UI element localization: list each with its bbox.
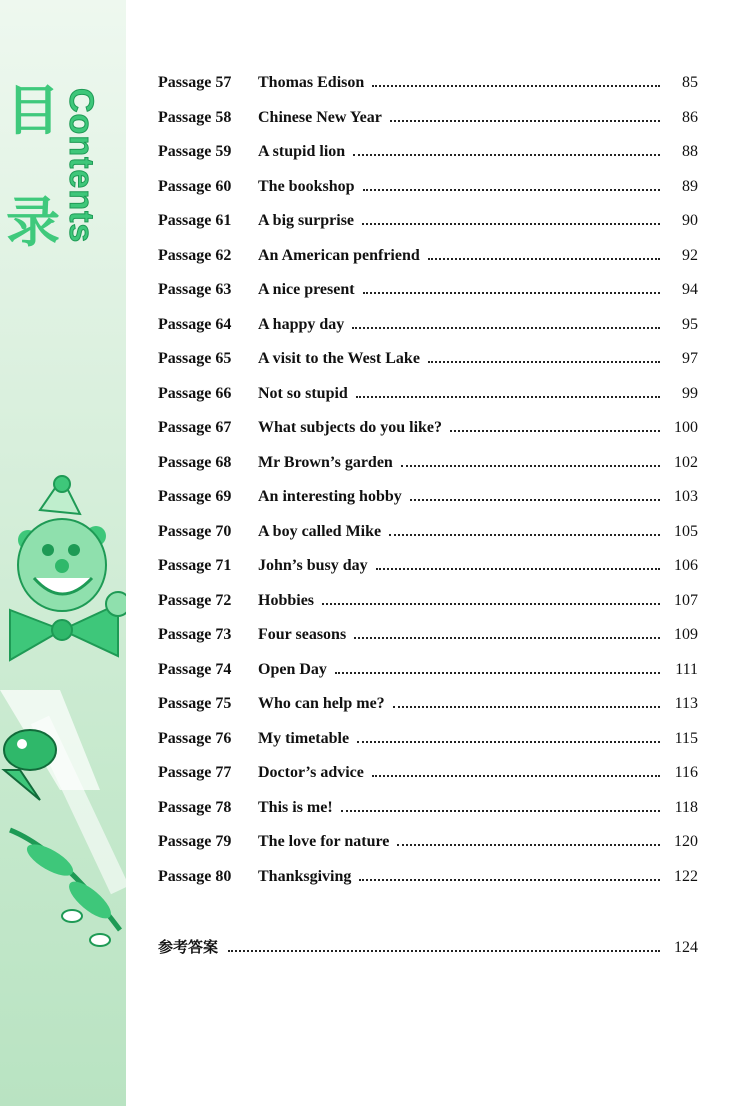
answers-entry[interactable] [158, 936, 698, 957]
dot-leader [228, 950, 660, 952]
page-number: 100 [674, 419, 698, 436]
passage-title: A big surprise [258, 212, 355, 229]
page-number: 122 [674, 867, 698, 885]
passage-title: Mr Brown’s garden [258, 453, 393, 471]
passage-title: An interesting hobby [258, 488, 402, 505]
passage-title: A boy called Mike [258, 522, 382, 540]
page-number: 124 [674, 939, 698, 956]
page-number: 118 [674, 798, 698, 816]
passage-number: Passage 65 [158, 350, 232, 367]
dot-leader [450, 430, 660, 432]
passage-number: Passage 80 [158, 867, 232, 885]
passage-title: An American penfriend [258, 246, 420, 264]
passage-title: Chinese New Year [258, 108, 382, 126]
passage-title: The love for nature [258, 833, 390, 850]
dot-leader [428, 361, 660, 363]
passage-title: What subjects do you like? [258, 419, 443, 436]
dot-leader [357, 741, 660, 743]
passage-number: Passage 68 [158, 453, 232, 471]
toc-entry[interactable] [158, 488, 698, 523]
toc-entry[interactable] [158, 454, 698, 489]
passage-title: Not so stupid [258, 384, 348, 402]
passage-title: My timetable [258, 729, 350, 747]
passage-title: A nice present [258, 281, 355, 298]
page-number: 105 [674, 522, 698, 540]
dot-leader [341, 810, 660, 812]
passage-title: This is me! [258, 798, 333, 816]
toc-entry[interactable] [158, 74, 698, 109]
passage-number: Passage 63 [158, 281, 232, 298]
passage-number: Passage 74 [158, 660, 232, 678]
passage-number: Passage 64 [158, 315, 232, 333]
sidebar [0, 0, 126, 1106]
toc-entry[interactable] [158, 316, 698, 351]
passage-number: Passage 78 [158, 798, 232, 816]
passage-title: Thanksgiving [258, 867, 352, 885]
page-number: 86 [682, 108, 698, 126]
passage-number: Passage 67 [158, 419, 232, 436]
toc-entry[interactable] [158, 799, 698, 834]
passage-number: Passage 70 [158, 522, 232, 540]
passage-number: Passage 69 [158, 488, 232, 505]
page-number: 92 [682, 246, 698, 264]
toc-entry[interactable] [158, 523, 698, 558]
dot-leader [397, 844, 660, 846]
passage-title: John’s busy day [258, 557, 368, 574]
toc-entry[interactable] [158, 385, 698, 420]
toc-entry[interactable] [158, 212, 698, 247]
page-number: 94 [682, 281, 698, 298]
toc-entry[interactable] [158, 695, 698, 730]
toc-entry[interactable] [158, 730, 698, 765]
page-number: 95 [682, 315, 698, 333]
passage-title: A stupid lion [258, 143, 346, 160]
dot-leader [359, 879, 660, 881]
dot-leader [363, 189, 661, 191]
passage-title: Doctor’s advice [258, 764, 364, 781]
passage-number: Passage 75 [158, 695, 232, 712]
page-number: 106 [674, 557, 698, 574]
dot-leader [393, 706, 660, 708]
title-cn-1: 目 [6, 79, 60, 142]
contents-list [158, 74, 698, 902]
toc-entry[interactable] [158, 764, 698, 799]
passage-title: Thomas Edison [258, 74, 365, 91]
toc-entry[interactable] [158, 557, 698, 592]
toc-entry[interactable] [158, 143, 698, 178]
dot-leader [389, 534, 660, 536]
toc-entry[interactable] [158, 247, 698, 282]
page-number: 97 [682, 350, 698, 367]
page-number: 109 [674, 626, 698, 643]
passage-number: Passage 58 [158, 108, 232, 126]
passage-number: Passage 61 [158, 212, 232, 229]
dot-leader [401, 465, 660, 467]
dot-leader [363, 292, 660, 294]
clown-illustration [0, 470, 126, 970]
toc-entry[interactable] [158, 626, 698, 661]
passage-title: Open Day [258, 660, 327, 678]
passage-number: Passage 60 [158, 177, 232, 195]
passage-title: A happy day [258, 315, 345, 333]
passage-number: Passage 66 [158, 384, 232, 402]
toc-entry[interactable] [158, 419, 698, 454]
dot-leader [352, 327, 660, 329]
page-number: 116 [674, 764, 698, 781]
page-number: 107 [674, 591, 698, 609]
page-number: 102 [674, 453, 698, 471]
page-number: 85 [682, 74, 698, 91]
toc-entry[interactable] [158, 592, 698, 627]
dot-leader [390, 120, 660, 122]
passage-title: A visit to the West Lake [258, 350, 420, 367]
toc-entry[interactable] [158, 868, 698, 903]
dot-leader [362, 223, 660, 225]
passage-number: Passage 59 [158, 143, 232, 160]
page-number: 103 [674, 488, 698, 505]
passage-title: Four seasons [258, 626, 347, 643]
toc-entry[interactable] [158, 350, 698, 385]
dot-leader [376, 568, 660, 570]
passage-title: Who can help me? [258, 695, 385, 712]
page-number: 90 [682, 212, 698, 229]
toc-entry[interactable] [158, 661, 698, 696]
passage-number: Passage 57 [158, 74, 232, 91]
page-number: 120 [674, 833, 698, 850]
answers-label: 参考答案 [158, 938, 219, 956]
toc-entry[interactable] [158, 833, 698, 868]
dot-leader [322, 603, 660, 605]
passage-number: Passage 72 [158, 591, 232, 609]
toc-entry[interactable] [158, 178, 698, 213]
dot-leader [428, 258, 660, 260]
dot-leader [354, 637, 660, 639]
page-number: 113 [674, 695, 698, 712]
passage-number: Passage 77 [158, 764, 232, 781]
dot-leader [353, 154, 660, 156]
toc-entry[interactable] [158, 281, 698, 316]
passage-title: The bookshop [258, 177, 355, 195]
passage-title: Hobbies [258, 591, 315, 609]
passage-number: Passage 76 [158, 729, 232, 747]
page-number: 115 [674, 729, 698, 747]
passage-number: Passage 71 [158, 557, 232, 574]
dot-leader [356, 396, 660, 398]
page-number: 88 [682, 143, 698, 160]
dot-leader [372, 85, 660, 87]
page-number: 99 [682, 384, 698, 402]
passage-number: Passage 62 [158, 246, 232, 264]
dot-leader [335, 672, 660, 674]
dot-leader [372, 775, 660, 777]
page-number: 111 [675, 660, 698, 678]
contents-heading: Contents [62, 88, 100, 244]
toc-entry[interactable] [158, 109, 698, 144]
passage-number: Passage 79 [158, 833, 232, 850]
page-number: 89 [682, 177, 698, 195]
dot-leader [410, 499, 660, 501]
title-cn-2: 录 [6, 191, 60, 254]
passage-number: Passage 73 [158, 626, 232, 643]
